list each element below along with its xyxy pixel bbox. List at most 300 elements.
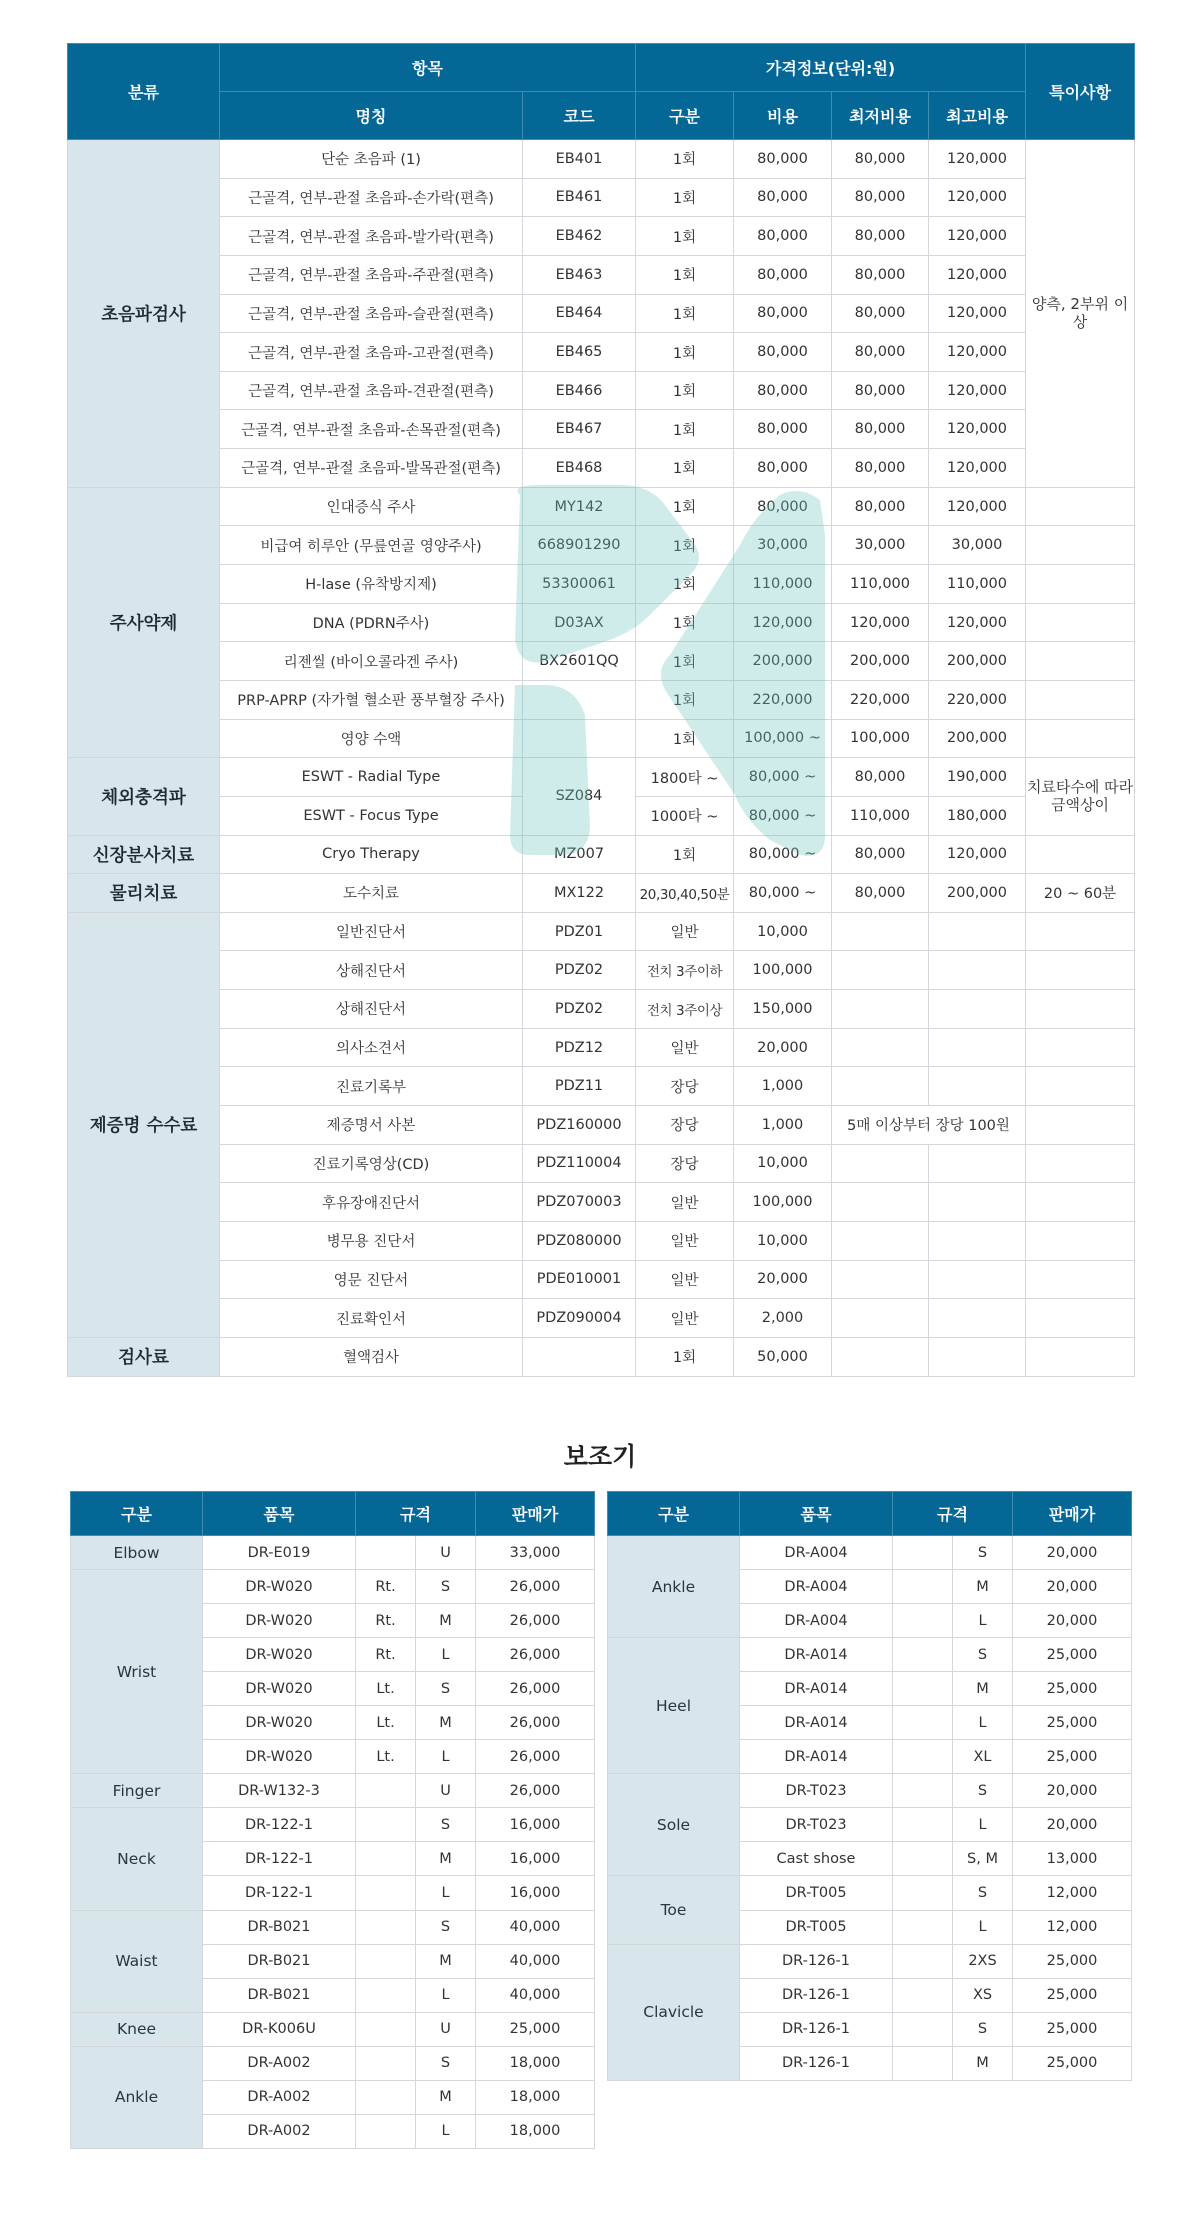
brace-price: 25,000 xyxy=(1013,1706,1132,1740)
item-cost: 150,000 xyxy=(734,990,832,1029)
brace-side xyxy=(893,1638,953,1672)
table-row xyxy=(608,1774,1132,1808)
brace-item: DR-B021 xyxy=(203,1978,356,2012)
item-unit: 1회 xyxy=(636,294,734,333)
brace-size: M xyxy=(953,2046,1013,2080)
item-cost: 100,000 xyxy=(734,1183,832,1222)
brace-price: 20,000 xyxy=(1013,1536,1132,1570)
brace-price: 18,000 xyxy=(476,2080,595,2114)
note-cell xyxy=(1026,719,1135,758)
item-max: 120,000 xyxy=(929,371,1026,410)
item-name: 근골격, 연부-관절 초음파-고관절(편측) xyxy=(220,333,523,372)
item-unit: 1회 xyxy=(636,565,734,604)
brace-item: DR-B021 xyxy=(203,1910,356,1944)
brace-price: 12,000 xyxy=(1013,1876,1132,1910)
item-unit: 1회 xyxy=(636,680,734,719)
item-name: 도수치료 xyxy=(220,874,523,913)
item-cost: 10,000 xyxy=(734,912,832,951)
item-name: 리젠씰 (바이오콜라겐 주사) xyxy=(220,642,523,681)
item-min xyxy=(832,1260,929,1299)
brace-size: U xyxy=(416,1774,476,1808)
brace-category: Toe xyxy=(608,1876,740,1944)
item-code: 668901290 xyxy=(523,526,636,565)
item-unit: 1회 xyxy=(636,1337,734,1376)
header-unit: 구분 xyxy=(636,92,734,140)
item-code: EB467 xyxy=(523,410,636,449)
item-unit: 1회 xyxy=(636,487,734,526)
table-row xyxy=(68,642,1135,681)
item-min xyxy=(832,912,929,951)
item-name: Cryo Therapy xyxy=(220,835,523,874)
brace-size: M xyxy=(416,2080,476,2114)
brace-price: 20,000 xyxy=(1013,1604,1132,1638)
table-row xyxy=(71,2046,595,2080)
brace-side: Lt. xyxy=(356,1740,416,1774)
header-name: 명칭 xyxy=(220,92,523,140)
brace-category: Elbow xyxy=(71,1536,203,1570)
brace-item: DR-126-1 xyxy=(740,1944,893,1978)
header-code: 코드 xyxy=(523,92,636,140)
note-cell xyxy=(1026,642,1135,681)
note-cell xyxy=(1026,487,1135,526)
item-cost: 20,000 xyxy=(734,1028,832,1067)
item-unit: 1회 xyxy=(636,526,734,565)
brace-side xyxy=(356,2012,416,2046)
brace-item: DR-A002 xyxy=(203,2114,356,2148)
brace-category: Wrist xyxy=(71,1570,203,1774)
brace-side xyxy=(893,1910,953,1944)
brace-size: M xyxy=(953,1570,1013,1604)
brace-price: 40,000 xyxy=(476,1978,595,2012)
item-max: 120,000 xyxy=(929,449,1026,488)
brace-item: DR-126-1 xyxy=(740,2046,893,2080)
item-cost: 80,000 xyxy=(734,410,832,449)
item-unit: 1회 xyxy=(636,371,734,410)
brace-item: Cast shose xyxy=(740,1842,893,1876)
item-min: 80,000 xyxy=(832,178,929,217)
item-unit: 장당 xyxy=(636,1144,734,1183)
item-min xyxy=(832,990,929,1029)
table-row xyxy=(71,2012,595,2046)
brace-header-price: 판매가 xyxy=(476,1492,595,1536)
brace-price: 25,000 xyxy=(1013,1978,1132,2012)
item-code: EB465 xyxy=(523,333,636,372)
brace-size: S xyxy=(953,1774,1013,1808)
item-name: 인대증식 주사 xyxy=(220,487,523,526)
item-max: 110,000 xyxy=(929,565,1026,604)
brace-header-spec: 규격 xyxy=(356,1492,476,1536)
table-row xyxy=(68,449,1135,488)
item-cost: 1,000 xyxy=(734,1067,832,1106)
table-row xyxy=(68,255,1135,294)
item-cost: 80,000 ~ xyxy=(734,758,832,797)
item-max: 120,000 xyxy=(929,217,1026,256)
item-name: 근골격, 연부-관절 초음파-발가락(편측) xyxy=(220,217,523,256)
brace-item: DR-T023 xyxy=(740,1808,893,1842)
item-code: PDZ090004 xyxy=(523,1299,636,1338)
table-row xyxy=(68,719,1135,758)
item-unit: 전치 3주이하 xyxy=(636,951,734,990)
brace-item: DR-122-1 xyxy=(203,1876,356,1910)
brace-item: DR-W020 xyxy=(203,1706,356,1740)
brace-header-category: 구분 xyxy=(71,1492,203,1536)
item-min xyxy=(832,1299,929,1338)
item-min: 80,000 xyxy=(832,410,929,449)
note-cell xyxy=(1026,835,1135,874)
brace-side xyxy=(893,1808,953,1842)
note-cell: 양측, 2부위 이상 xyxy=(1026,140,1135,488)
table-row xyxy=(68,758,1135,797)
table-row xyxy=(71,1536,595,1570)
brace-price: 16,000 xyxy=(476,1876,595,1910)
item-min: 80,000 xyxy=(832,835,929,874)
brace-size: S, M xyxy=(953,1842,1013,1876)
item-code: PDZ110004 xyxy=(523,1144,636,1183)
brace-price: 25,000 xyxy=(1013,1672,1132,1706)
brace-item: DR-122-1 xyxy=(203,1808,356,1842)
item-name: 혈액검사 xyxy=(220,1337,523,1376)
brace-side xyxy=(356,1978,416,2012)
table-row xyxy=(68,874,1135,913)
table-row xyxy=(68,1299,1135,1338)
brace-size: XS xyxy=(953,1978,1013,2012)
table-row xyxy=(68,990,1135,1029)
brace-side xyxy=(356,2114,416,2148)
item-cost: 80,000 ~ xyxy=(734,835,832,874)
item-code: PDZ080000 xyxy=(523,1221,636,1260)
brace-price: 25,000 xyxy=(1013,2012,1132,2046)
item-unit: 전치 3주이상 xyxy=(636,990,734,1029)
brace-side xyxy=(893,1944,953,1978)
header-category: 분류 xyxy=(68,44,220,140)
brace-price: 26,000 xyxy=(476,1740,595,1774)
item-cost: 80,000 ~ xyxy=(734,796,832,835)
item-max: 30,000 xyxy=(929,526,1026,565)
note-cell xyxy=(1026,565,1135,604)
table-row xyxy=(68,333,1135,372)
item-min xyxy=(832,1183,929,1222)
category-cell: 물리치료 xyxy=(68,874,220,913)
header-cost: 비용 xyxy=(734,92,832,140)
price-table-body xyxy=(68,140,1135,1377)
item-cost: 80,000 xyxy=(734,371,832,410)
item-name: 단순 초음파 (1) xyxy=(220,140,523,179)
note-cell xyxy=(1026,680,1135,719)
item-name: 일반진단서 xyxy=(220,912,523,951)
item-min xyxy=(832,1144,929,1183)
table-row xyxy=(68,217,1135,256)
brace-item: DR-B021 xyxy=(203,1944,356,1978)
brace-size: 2XS xyxy=(953,1944,1013,1978)
brace-side xyxy=(893,1604,953,1638)
item-unit: 1회 xyxy=(636,140,734,179)
brace-table-right-body xyxy=(608,1536,1132,2081)
item-cost: 80,000 xyxy=(734,449,832,488)
item-max: 120,000 xyxy=(929,255,1026,294)
brace-price: 25,000 xyxy=(476,2012,595,2046)
item-unit: 1800타 ~ xyxy=(636,758,734,797)
brace-side: Rt. xyxy=(356,1604,416,1638)
item-min xyxy=(832,1028,929,1067)
item-cost: 120,000 xyxy=(734,603,832,642)
brace-side xyxy=(893,1740,953,1774)
item-name: 진료기록영상(CD) xyxy=(220,1144,523,1183)
item-min: 80,000 xyxy=(832,487,929,526)
item-unit: 장당 xyxy=(636,1067,734,1106)
item-cost: 80,000 xyxy=(734,178,832,217)
table-row xyxy=(68,1144,1135,1183)
item-code xyxy=(523,680,636,719)
brace-size: S xyxy=(953,1638,1013,1672)
item-unit: 1회 xyxy=(636,719,734,758)
brace-item: DR-W020 xyxy=(203,1672,356,1706)
item-code: PDZ160000 xyxy=(523,1106,636,1145)
brace-category: Ankle xyxy=(71,2046,203,2148)
item-code: PDZ02 xyxy=(523,951,636,990)
brace-price: 18,000 xyxy=(476,2046,595,2080)
note-cell xyxy=(1026,526,1135,565)
item-code: MZ007 xyxy=(523,835,636,874)
item-min: 80,000 xyxy=(832,255,929,294)
item-code: EB464 xyxy=(523,294,636,333)
brace-item: DR-A014 xyxy=(740,1740,893,1774)
item-unit: 1회 xyxy=(636,642,734,681)
brace-category: Neck xyxy=(71,1808,203,1910)
note-cell xyxy=(1026,951,1135,990)
item-max xyxy=(929,1221,1026,1260)
brace-price: 16,000 xyxy=(476,1842,595,1876)
brace-category: Knee xyxy=(71,2012,203,2046)
item-cost: 80,000 xyxy=(734,217,832,256)
brace-size: L xyxy=(416,1978,476,2012)
item-unit: 일반 xyxy=(636,1260,734,1299)
item-min: 80,000 xyxy=(832,758,929,797)
note-cell xyxy=(1026,1221,1135,1260)
table-row xyxy=(68,835,1135,874)
item-name: H-lase (유착방지제) xyxy=(220,565,523,604)
item-max: 180,000 xyxy=(929,796,1026,835)
table-row xyxy=(68,371,1135,410)
item-name: 의사소견서 xyxy=(220,1028,523,1067)
brace-size: L xyxy=(953,1604,1013,1638)
item-unit: 1회 xyxy=(636,835,734,874)
brace-item: DR-A014 xyxy=(740,1672,893,1706)
brace-size: S xyxy=(416,1910,476,1944)
item-name: 진료기록부 xyxy=(220,1067,523,1106)
item-code: 53300061 xyxy=(523,565,636,604)
item-code: D03AX xyxy=(523,603,636,642)
item-code: EB461 xyxy=(523,178,636,217)
brace-side xyxy=(893,1978,953,2012)
brace-header-spec: 규격 xyxy=(893,1492,1013,1536)
brace-price: 26,000 xyxy=(476,1774,595,1808)
table-row xyxy=(68,1337,1135,1376)
brace-header-item: 품목 xyxy=(740,1492,893,1536)
item-code: BX2601QQ xyxy=(523,642,636,681)
item-cost: 30,000 xyxy=(734,526,832,565)
note-cell xyxy=(1026,1183,1135,1222)
item-min: 220,000 xyxy=(832,680,929,719)
brace-item: DR-126-1 xyxy=(740,1978,893,2012)
brace-side xyxy=(356,1944,416,1978)
item-min xyxy=(832,951,929,990)
item-name: 상해진단서 xyxy=(220,951,523,990)
item-max: 220,000 xyxy=(929,680,1026,719)
table-row xyxy=(68,1260,1135,1299)
brace-size: S xyxy=(953,2012,1013,2046)
item-name: 근골격, 연부-관절 초음파-슬관절(편측) xyxy=(220,294,523,333)
item-code: PDZ12 xyxy=(523,1028,636,1067)
item-max xyxy=(929,1260,1026,1299)
brace-price: 33,000 xyxy=(476,1536,595,1570)
brace-size: L xyxy=(416,1740,476,1774)
brace-side xyxy=(893,1536,953,1570)
item-unit: 1회 xyxy=(636,217,734,256)
category-cell: 검사료 xyxy=(68,1337,220,1376)
brace-price: 26,000 xyxy=(476,1672,595,1706)
brace-category: Ankle xyxy=(608,1536,740,1638)
item-code: EB401 xyxy=(523,140,636,179)
brace-size: S xyxy=(416,1808,476,1842)
brace-side xyxy=(893,1876,953,1910)
item-max xyxy=(929,1067,1026,1106)
item-name: DNA (PDRN주사) xyxy=(220,603,523,642)
category-cell: 제증명 수수료 xyxy=(68,912,220,1337)
item-max: 120,000 xyxy=(929,410,1026,449)
brace-item: DR-K006U xyxy=(203,2012,356,2046)
table-row xyxy=(68,140,1135,179)
item-cost: 110,000 xyxy=(734,565,832,604)
item-max: 120,000 xyxy=(929,294,1026,333)
brace-item: DR-T023 xyxy=(740,1774,893,1808)
item-unit: 20,30,40,50분 xyxy=(636,874,734,913)
item-max xyxy=(929,912,1026,951)
brace-item: DR-E019 xyxy=(203,1536,356,1570)
item-min: 110,000 xyxy=(832,565,929,604)
item-code: MY142 xyxy=(523,487,636,526)
brace-price: 20,000 xyxy=(1013,1808,1132,1842)
brace-price: 20,000 xyxy=(1013,1774,1132,1808)
section-title: 보조기 xyxy=(563,1442,637,1471)
brace-side xyxy=(893,1774,953,1808)
note-cell xyxy=(1026,1260,1135,1299)
brace-size: L xyxy=(953,1910,1013,1944)
item-max xyxy=(929,1144,1026,1183)
item-min: 110,000 xyxy=(832,796,929,835)
item-min: 80,000 xyxy=(832,371,929,410)
note-cell xyxy=(1026,1106,1135,1145)
table-row xyxy=(68,565,1135,604)
item-min: 80,000 xyxy=(832,333,929,372)
item-unit: 1000타 ~ xyxy=(636,796,734,835)
brace-item: DR-W020 xyxy=(203,1570,356,1604)
table-row xyxy=(68,487,1135,526)
table-row xyxy=(71,1808,595,1842)
item-cost: 80,000 xyxy=(734,333,832,372)
brace-item: DR-A014 xyxy=(740,1706,893,1740)
brace-side xyxy=(356,1876,416,1910)
note-cell xyxy=(1026,1299,1135,1338)
item-code: PDE010001 xyxy=(523,1260,636,1299)
brace-side xyxy=(893,1706,953,1740)
table-row xyxy=(68,1106,1135,1145)
brace-header-price: 판매가 xyxy=(1013,1492,1132,1536)
item-code: EB466 xyxy=(523,371,636,410)
brace-price: 16,000 xyxy=(476,1808,595,1842)
item-unit: 일반 xyxy=(636,912,734,951)
item-cost: 80,000 xyxy=(734,294,832,333)
brace-size: S xyxy=(416,2046,476,2080)
item-cost: 50,000 xyxy=(734,1337,832,1376)
brace-price: 40,000 xyxy=(476,1910,595,1944)
item-min xyxy=(832,1067,929,1106)
item-cost: 200,000 xyxy=(734,642,832,681)
note-cell xyxy=(1026,1144,1135,1183)
brace-side xyxy=(893,1570,953,1604)
brace-category: Finger xyxy=(71,1774,203,1808)
brace-item: DR-A002 xyxy=(203,2080,356,2114)
brace-price: 25,000 xyxy=(1013,1740,1132,1774)
category-cell: 신장분사치료 xyxy=(68,835,220,874)
item-code: EB462 xyxy=(523,217,636,256)
brace-item: DR-A004 xyxy=(740,1570,893,1604)
table-row xyxy=(68,1183,1135,1222)
brace-price: 26,000 xyxy=(476,1638,595,1672)
item-max: 120,000 xyxy=(929,487,1026,526)
item-unit: 1회 xyxy=(636,178,734,217)
brace-price: 26,000 xyxy=(476,1706,595,1740)
table-row xyxy=(68,951,1135,990)
brace-item: DR-W020 xyxy=(203,1638,356,1672)
item-name: 제증명서 사본 xyxy=(220,1106,523,1145)
brace-size: L xyxy=(953,1706,1013,1740)
brace-size: XL xyxy=(953,1740,1013,1774)
price-table xyxy=(67,43,1135,1377)
item-name: 후유장애진단서 xyxy=(220,1183,523,1222)
table-row xyxy=(68,1067,1135,1106)
copy-note: 5매 이상부터 장당 100원 xyxy=(832,1106,1026,1145)
item-name: ESWT - Radial Type xyxy=(220,758,523,797)
table-row xyxy=(68,526,1135,565)
item-code: PDZ01 xyxy=(523,912,636,951)
brace-side xyxy=(356,2080,416,2114)
item-min: 100,000 xyxy=(832,719,929,758)
brace-side xyxy=(893,2012,953,2046)
item-min: 80,000 xyxy=(832,294,929,333)
brace-item: DR-126-1 xyxy=(740,2012,893,2046)
table-row xyxy=(608,1536,1132,1570)
item-name: 근골격, 연부-관절 초음파-견관절(편측) xyxy=(220,371,523,410)
brace-side xyxy=(356,1536,416,1570)
category-cell: 체외충격파 xyxy=(68,758,220,835)
brace-size: M xyxy=(416,1944,476,1978)
header-note: 특이사항 xyxy=(1026,44,1135,140)
item-cost: 10,000 xyxy=(734,1144,832,1183)
note-cell xyxy=(1026,1028,1135,1067)
item-min: 80,000 xyxy=(832,140,929,179)
brace-side xyxy=(356,1910,416,1944)
brace-size: L xyxy=(416,1876,476,1910)
item-name: 근골격, 연부-관절 초음파-주관절(편측) xyxy=(220,255,523,294)
table-row xyxy=(68,1028,1135,1067)
brace-size: U xyxy=(416,1536,476,1570)
brace-side: Rt. xyxy=(356,1638,416,1672)
brace-size: M xyxy=(416,1842,476,1876)
brace-side: Rt. xyxy=(356,1570,416,1604)
item-unit: 일반 xyxy=(636,1028,734,1067)
header-min: 최저비용 xyxy=(832,92,929,140)
item-unit: 일반 xyxy=(636,1221,734,1260)
